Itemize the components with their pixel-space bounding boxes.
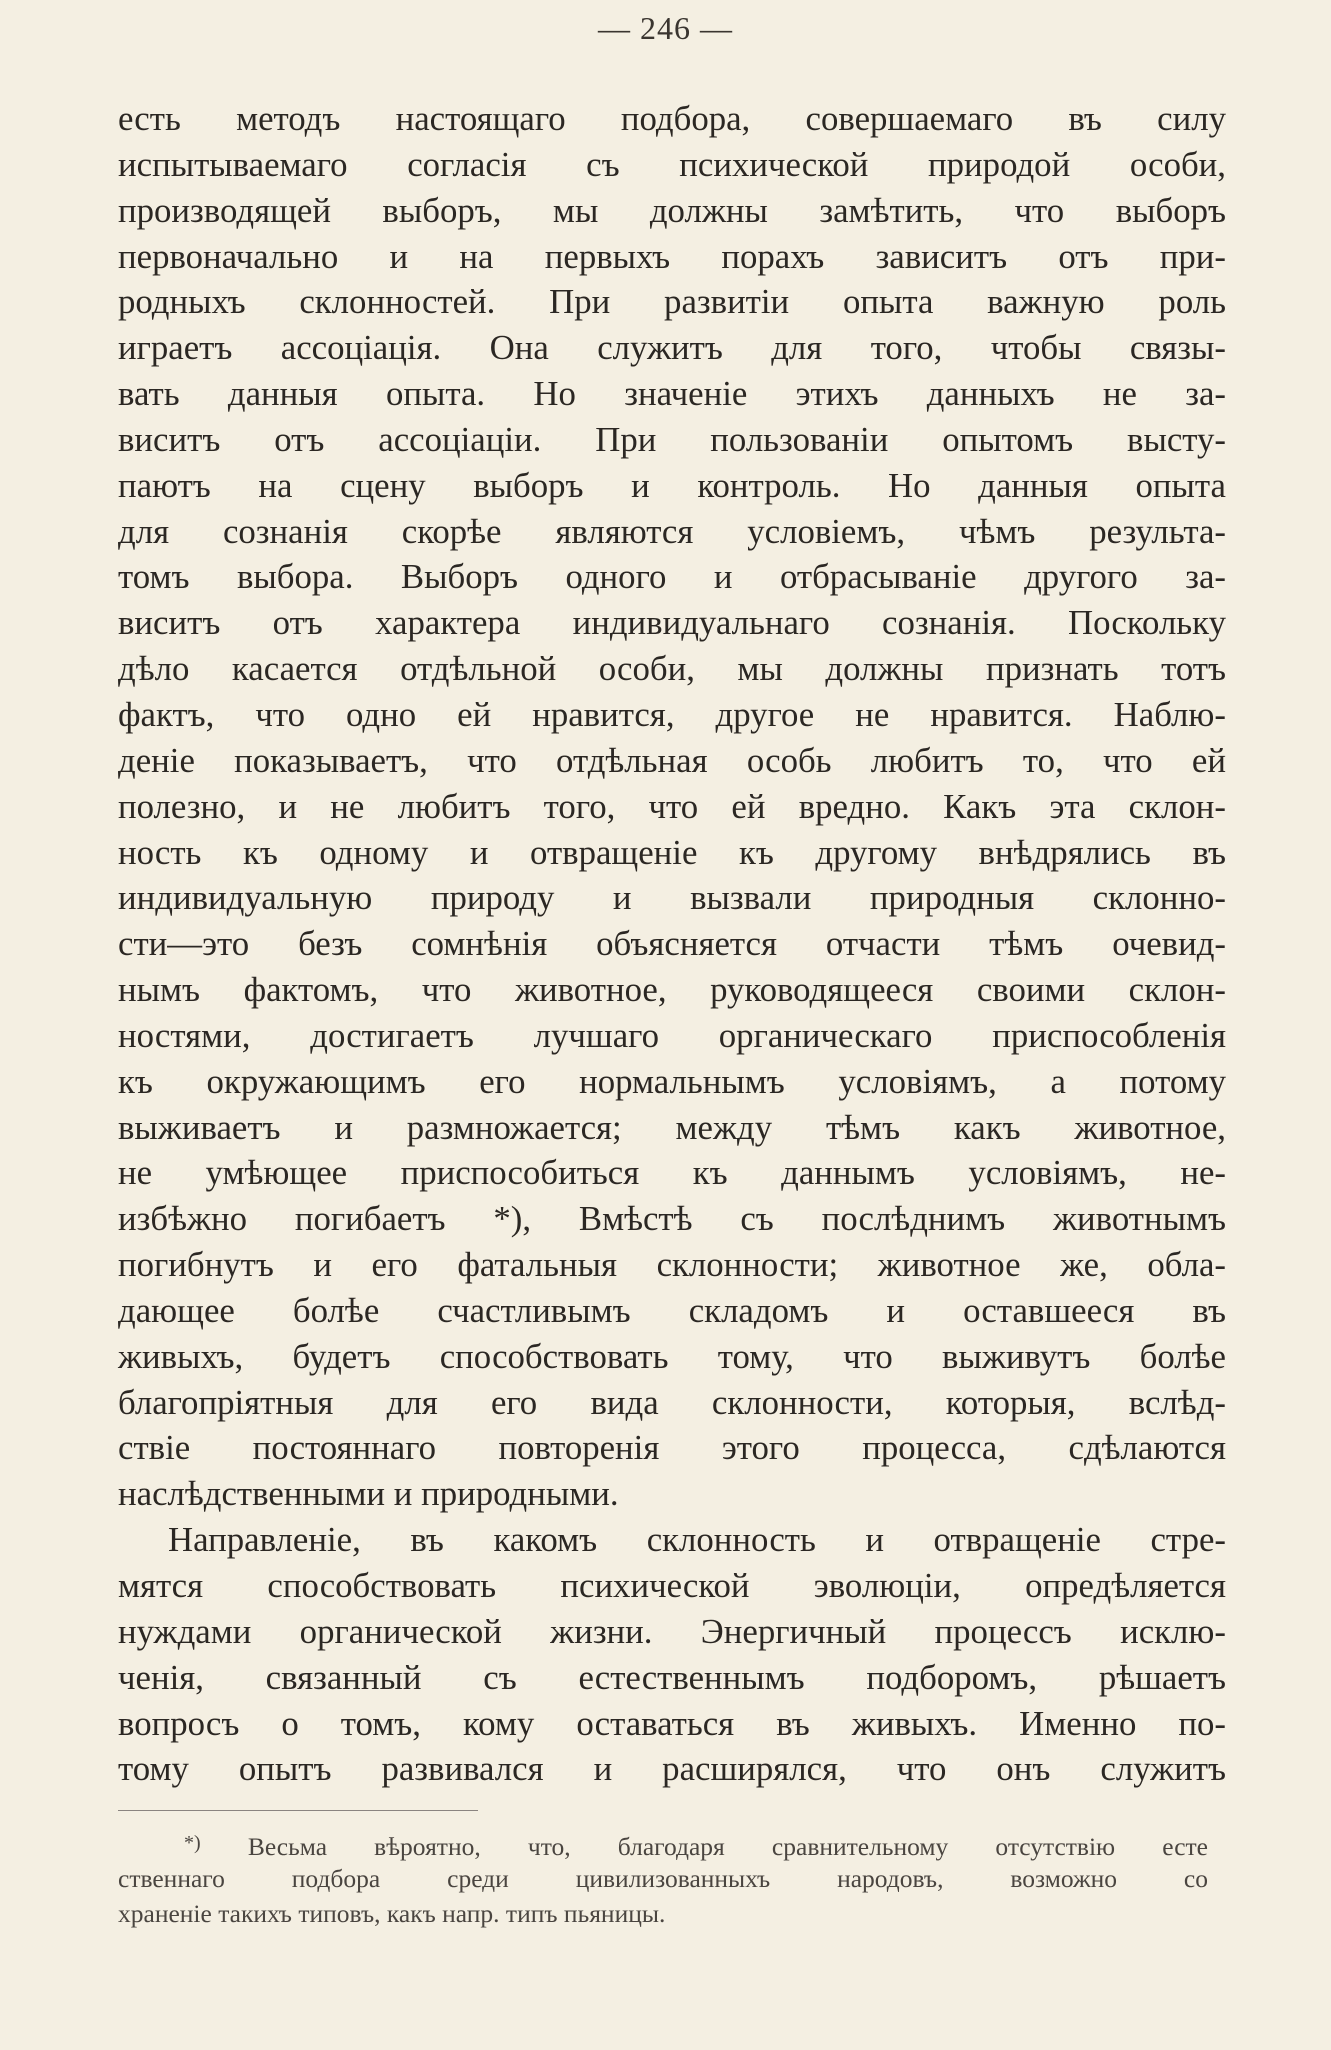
text-line: томъ выбора. Выборъ одного и отбрасываніе другого за- xyxy=(118,557,1226,597)
text-line: полезно, и не любитъ того, что ей вредно. Какъ эта склон- xyxy=(118,786,1226,826)
footnote xyxy=(118,1826,1208,1931)
text-line: паютъ на сцену выборъ и контроль. Но данныя опыта xyxy=(118,465,1226,505)
text-line: нуждами органической жизни. Энергичный процессъ исклю- xyxy=(118,1611,1226,1651)
footnote-line-text: Весьма вѣроятно, что, благодаря сравнительному отсутствію есте xyxy=(247,1832,1208,1861)
text-line: живыхъ, будетъ способствовать тому, что выживутъ болѣе xyxy=(118,1336,1226,1376)
text-line: играетъ ассоціація. Она служитъ для того, чтобы связы- xyxy=(118,328,1226,368)
text-line: виситъ отъ ассоціаціи. При пользованіи опытомъ высту- xyxy=(118,419,1226,459)
text-line: мятся способствовать психической эволюціи, опредѣляется xyxy=(118,1566,1226,1605)
footnote-marker: *) xyxy=(184,1832,201,1854)
text-line: испытываемаго согласія съ психической природой особи, xyxy=(118,144,1226,184)
footnote-divider xyxy=(118,1810,478,1811)
text-line: тому опытъ развивался и расширялся, что онъ служитъ xyxy=(118,1749,1226,1789)
footnote-line: храненіе такихъ типовъ, какъ напр. типъ пьяницы. xyxy=(118,1899,666,1928)
text-line: первоначально и на первыхъ порахъ зависитъ отъ при- xyxy=(118,236,1226,276)
text-line: деніе показываетъ, что отдѣльная особь любитъ то, что ей xyxy=(118,740,1226,780)
text-line: индивидуальную природу и вызвали природныя склонно- xyxy=(118,878,1226,918)
text-line: вопросъ о томъ, кому оставаться въ живыхъ. Именно по- xyxy=(118,1703,1226,1743)
text-line: выживаетъ и размножается; между тѣмъ какъ животное, xyxy=(118,1107,1226,1147)
footnote-line xyxy=(118,1826,1208,1861)
text-line: виситъ отъ характера индивидуальнаго сознанія. Поскольку xyxy=(118,603,1226,643)
text-line: погибнутъ и его фатальныя склонности; животное же, обла- xyxy=(118,1245,1226,1285)
text-line: дающее болѣе счастливымъ складомъ и оставшееся въ xyxy=(118,1290,1226,1330)
text-line: производящей выборъ, мы должны замѣтить, что выборъ xyxy=(118,190,1226,230)
text-line: ностями, достигаетъ лучшаго органическаго приспособленія xyxy=(118,1015,1226,1055)
text-line: есть методъ настоящаго подбора, совершаемаго въ силу xyxy=(118,99,1226,138)
main-text xyxy=(118,96,1226,1792)
text-line: благопріятныя для его вида склонности, которыя, вслѣд- xyxy=(118,1382,1226,1422)
text-line: къ окружающимъ его нормальнымъ условіямъ, а потому xyxy=(118,1061,1226,1101)
text-line: родныхъ склонностей. При развитіи опыта важную роль xyxy=(118,282,1226,322)
text-line: Направленіе, въ какомъ склонность и отвращеніе стре- xyxy=(168,1520,1226,1560)
footnote-line: ственнаго подбора среди цивилизованныхъ народовъ, возможно со xyxy=(118,1864,1208,1893)
text-line: нымъ фактомъ, что животное, руководящееся своими склон- xyxy=(118,970,1226,1010)
page-number: — 246 — xyxy=(598,10,733,46)
text-line: вать данныя опыта. Но значеніе этихъ данныхъ не за- xyxy=(118,374,1226,414)
text-line: сти—это безъ сомнѣнія объясняется отчасти тѣмъ очевид- xyxy=(118,924,1226,964)
text-line: наслѣдственными и природными. xyxy=(118,1474,619,1514)
text-line: ствіе постояннаго повторенія этого процесса, сдѣлаются xyxy=(118,1428,1226,1468)
text-line: ченія, связанный съ естественнымъ подборомъ, рѣшаетъ xyxy=(118,1657,1226,1697)
text-line: избѣжно погибаетъ *), Вмѣстѣ съ послѣднимъ животнымъ xyxy=(118,1199,1226,1239)
text-line: не умѣющее приспособиться къ даннымъ условіямъ, не- xyxy=(118,1153,1226,1193)
text-line: для сознанія скорѣе являются условіемъ, чѣмъ результа- xyxy=(118,511,1226,551)
text-line: дѣло касается отдѣльной особи, мы должны признать тотъ xyxy=(118,649,1226,689)
text-line: ность къ одному и отвращеніе къ другому внѣдрялись въ xyxy=(118,832,1226,872)
text-line: фактъ, что одно ей нравится, другое не нравится. Наблю- xyxy=(118,694,1226,734)
